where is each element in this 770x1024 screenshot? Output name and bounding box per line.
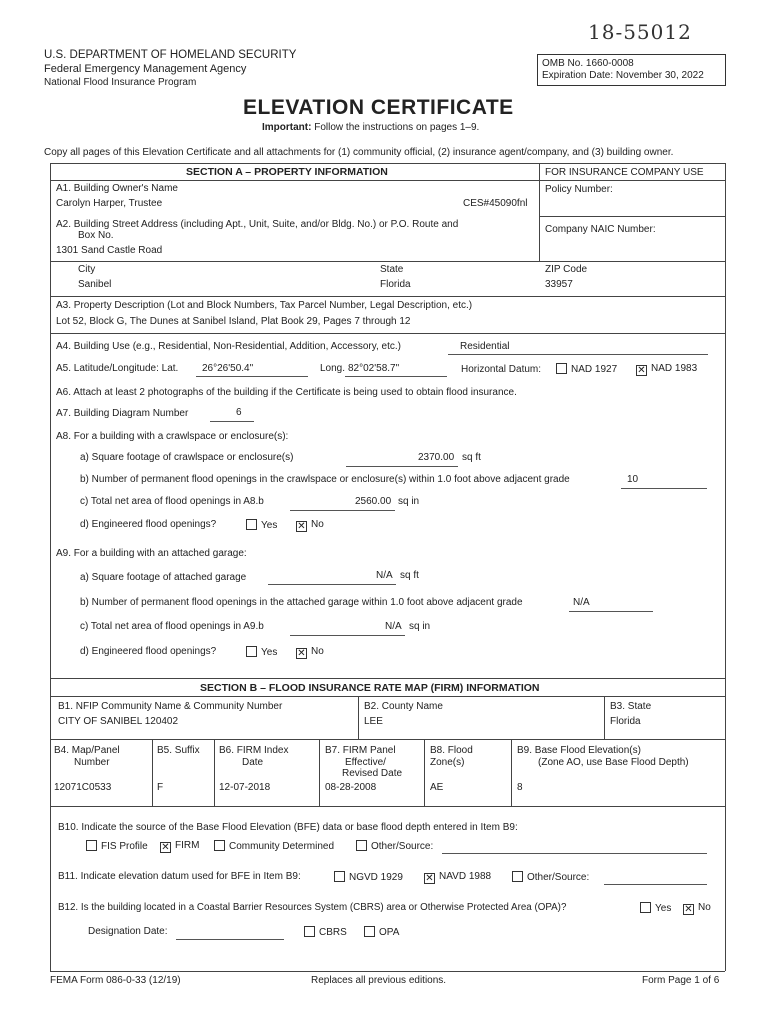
fis-profile-checkbox[interactable] — [86, 840, 97, 851]
b12-yes-checkbox[interactable] — [640, 902, 651, 913]
a9c-label: c) Total net area of flood openings in A9.b — [80, 621, 264, 632]
insurance-use-header: FOR INSURANCE COMPANY USE — [545, 167, 704, 178]
a4-building-use[interactable]: Residential — [460, 341, 510, 352]
b1-community[interactable]: CITY OF SANIBEL 120402 — [58, 716, 179, 727]
a2-label-line2: Box No. — [78, 230, 114, 241]
city-value[interactable]: Sanibel — [78, 279, 112, 290]
nad1927-checkbox[interactable] — [556, 363, 567, 374]
b9-label: B9. Base Flood Elevation(s) — [517, 745, 641, 756]
b4-map-panel[interactable]: 12071C0533 — [54, 782, 112, 793]
nad1983-option[interactable]: ✕ NAD 1983 — [637, 363, 698, 376]
a9a-label: a) Square footage of attached garage — [80, 572, 247, 583]
zip-label: ZIP Code — [545, 264, 588, 275]
a8b-label: b) Number of permanent flood openings in the crawlspace or enclosure(s) within 1.0 foot above adjacent grade — [80, 474, 570, 485]
a7-diagram-number[interactable]: 6 — [236, 407, 242, 418]
firm-checkbox-checked[interactable]: ✕ — [161, 842, 170, 853]
b8-label-line2: Zone(s) — [430, 757, 465, 768]
a1-owner-name[interactable]: Carolyn Harper, Trustee — [56, 198, 163, 209]
b5-label: B5. Suffix — [157, 745, 200, 756]
ngvd-checkbox[interactable] — [334, 871, 345, 882]
b12-yes-option[interactable]: Yes — [640, 902, 671, 914]
b11-label: B11. Indicate elevation datum used for BFE in Item B9: — [58, 871, 301, 882]
navd-option[interactable]: ✕ NAVD 1988 — [425, 871, 492, 884]
b7-label-line3: Revised Date — [342, 768, 403, 779]
b9-base-flood-elevation[interactable]: 8 — [517, 782, 523, 793]
a8d-no-checkbox-checked[interactable]: ✕ — [297, 521, 306, 532]
b5-suffix[interactable]: F — [157, 782, 164, 793]
ngvd-option[interactable]: NGVD 1929 — [334, 871, 403, 883]
a9d-yes-option[interactable]: Yes — [246, 646, 277, 658]
b8-flood-zone[interactable]: AE — [430, 782, 444, 793]
replaces-note: Replaces all previous editions. — [311, 975, 447, 986]
handwritten-number: 18-55012 — [588, 20, 692, 44]
a1-ces-number: CES#45090fnl — [463, 198, 528, 209]
a9b-value[interactable]: N/A — [573, 597, 590, 608]
nad1983-checkbox-checked[interactable]: ✕ — [637, 365, 646, 376]
community-determined-option[interactable]: Community Determined — [214, 840, 334, 852]
a8c-label: c) Total net area of flood openings in A8.b — [80, 496, 264, 507]
a8c-value[interactable]: 2560.00 — [355, 496, 392, 507]
a9d-yes-checkbox[interactable] — [246, 646, 257, 657]
important-note — [262, 122, 479, 133]
a8d-yes-option[interactable]: Yes — [246, 519, 277, 531]
b7-panel-date[interactable]: 08-28-2008 — [325, 782, 377, 793]
a2-label: A2. Building Street Address (including Apt., Unit, Suite, and/or Bldg. No.) or P.O. Route and — [56, 219, 459, 230]
a9-label: A9. For a building with an attached garage: — [56, 548, 247, 559]
a8c-unit: sq in — [398, 496, 420, 507]
a8-label: A8. For a building with a crawlspace or enclosure(s): — [56, 431, 289, 442]
a2-street-address[interactable]: 1301 Sand Castle Road — [56, 245, 163, 256]
a9d-no-option[interactable]: ✕ No — [297, 646, 324, 659]
a8d-yes-checkbox[interactable] — [246, 519, 257, 530]
a5-long-label: Long. — [320, 363, 346, 374]
section-b-title: SECTION B – FLOOD INSURANCE RATE MAP (FIRM) INFORMATION — [200, 682, 540, 694]
a9a-unit: sq ft — [400, 570, 419, 581]
horizontal-datum-label: Horizontal Datum: — [461, 364, 542, 375]
b12-label: B12. Is the building located in a Coastal Barrier Resources System (CBRS) area or Otherwise Protected Area (OPA)? — [58, 902, 567, 913]
city-label: City — [78, 264, 96, 275]
a5-label: A5. Latitude/Longitude: Lat. — [56, 363, 179, 374]
state-value[interactable]: Florida — [380, 279, 411, 290]
a9d-no-checkbox-checked[interactable]: ✕ — [297, 648, 306, 659]
designation-date-label: Designation Date: — [88, 926, 168, 937]
agency-line2: Federal Emergency Management Agency — [44, 63, 247, 75]
a3-property-description[interactable]: Lot 52, Block G, The Dunes at Sanibel Island, Plat Book 29, Pages 7 through 12 — [56, 316, 411, 327]
b2-county[interactable]: LEE — [364, 716, 383, 727]
b8-label: B8. Flood — [430, 745, 473, 756]
a6-label: A6. Attach at least 2 photographs of the building if the Certificate is being used to obtain flood insurance. — [56, 387, 517, 398]
a5-longitude[interactable]: 82°02'58.7" — [348, 363, 400, 374]
firm-option[interactable]: ✕ FIRM — [161, 840, 200, 853]
a9c-unit: sq in — [409, 621, 431, 632]
b6-index-date[interactable]: 12-07-2018 — [219, 782, 271, 793]
agency-line3: National Flood Insurance Program — [44, 77, 197, 88]
b11-other-checkbox[interactable] — [512, 871, 523, 882]
copy-instruction: Copy all pages of this Elevation Certificate and all attachments for (1) community official, (2) insurance agent/company, and (3) building owner. — [44, 147, 674, 158]
cbrs-checkbox[interactable] — [304, 926, 315, 937]
nad1927-option[interactable]: NAD 1927 — [556, 363, 617, 375]
a8b-value[interactable]: 10 — [627, 474, 639, 485]
a8d-no-option[interactable]: ✕ No — [297, 519, 324, 532]
opa-checkbox[interactable] — [364, 926, 375, 937]
important-label: Important: — [262, 122, 312, 133]
navd-checkbox-checked[interactable]: ✕ — [425, 873, 434, 884]
community-determined-checkbox[interactable] — [214, 840, 225, 851]
a8a-unit: sq ft — [462, 452, 481, 463]
a4-label: A4. Building Use (e.g., Residential, Non-Residential, Addition, Accessory, etc.) — [56, 341, 401, 352]
expiration-date: Expiration Date: November 30, 2022 — [542, 70, 704, 81]
b6-label-line2: Date — [242, 757, 264, 768]
naic-number-label: Company NAIC Number: — [545, 224, 656, 235]
a8a-value[interactable]: 2370.00 — [418, 452, 455, 463]
b3-label: B3. State — [610, 701, 652, 712]
opa-option[interactable]: OPA — [364, 926, 399, 938]
b9-label-line2: (Zone AO, use Base Flood Depth) — [538, 757, 689, 768]
a9d-label: d) Engineered flood openings? — [80, 646, 217, 657]
zip-value[interactable]: 33957 — [545, 279, 573, 290]
cbrs-option[interactable]: CBRS — [304, 926, 347, 938]
a7-label: A7. Building Diagram Number — [56, 408, 189, 419]
a9b-label: b) Number of permanent flood openings in the attached garage within 1.0 foot above adjacent grade — [80, 597, 523, 608]
page-title: ELEVATION CERTIFICATE — [243, 96, 514, 119]
page-number: Form Page 1 of 6 — [642, 975, 720, 986]
a3-label: A3. Property Description (Lot and Block Numbers, Tax Parcel Number, Legal Description, etc.) — [56, 300, 473, 311]
a8a-label: a) Square footage of crawlspace or enclosure(s) — [80, 452, 294, 463]
form-number: FEMA Form 086-0-33 (12/19) — [50, 975, 181, 986]
b12-no-option[interactable]: ✕ No — [684, 902, 711, 915]
state-label: State — [380, 264, 404, 275]
a9c-value[interactable]: N/A — [385, 621, 402, 632]
omb-number: OMB No. 1660-0008 — [542, 58, 634, 69]
b7-label: B7. FIRM Panel — [325, 745, 396, 756]
b3-state[interactable]: Florida — [610, 716, 641, 727]
a5-latitude[interactable]: 26°26'50.4" — [202, 363, 254, 374]
section-a-title: SECTION A – PROPERTY INFORMATION — [186, 166, 388, 178]
b1-label: B1. NFIP Community Name & Community Number — [58, 701, 283, 712]
b7-label-line2: Effective/ — [345, 757, 386, 768]
omb-box — [537, 54, 726, 86]
b4-label: B4. Map/Panel — [54, 745, 120, 756]
b6-label: B6. FIRM Index — [219, 745, 289, 756]
b10-label: B10. Indicate the source of the Base Flood Elevation (BFE) data or base flood depth entered in Item B9: — [58, 822, 518, 833]
fis-profile-option[interactable]: FIS Profile — [86, 840, 148, 852]
b12-no-checkbox-checked[interactable]: ✕ — [684, 904, 693, 915]
other-source-option[interactable]: Other/Source: — [356, 840, 433, 852]
b4-label-line2: Number — [74, 757, 110, 768]
agency-line1: U.S. DEPARTMENT OF HOMELAND SECURITY — [44, 49, 297, 61]
important-text: Follow the instructions on pages 1–9. — [314, 122, 480, 133]
b11-other-option[interactable]: Other/Source: — [512, 871, 589, 883]
b2-label: B2. County Name — [364, 701, 443, 712]
policy-number-label: Policy Number: — [545, 184, 613, 195]
a1-label: A1. Building Owner's Name — [56, 183, 178, 194]
a9a-value[interactable]: N/A — [376, 570, 393, 581]
a8d-label: d) Engineered flood openings? — [80, 519, 217, 530]
other-source-checkbox[interactable] — [356, 840, 367, 851]
